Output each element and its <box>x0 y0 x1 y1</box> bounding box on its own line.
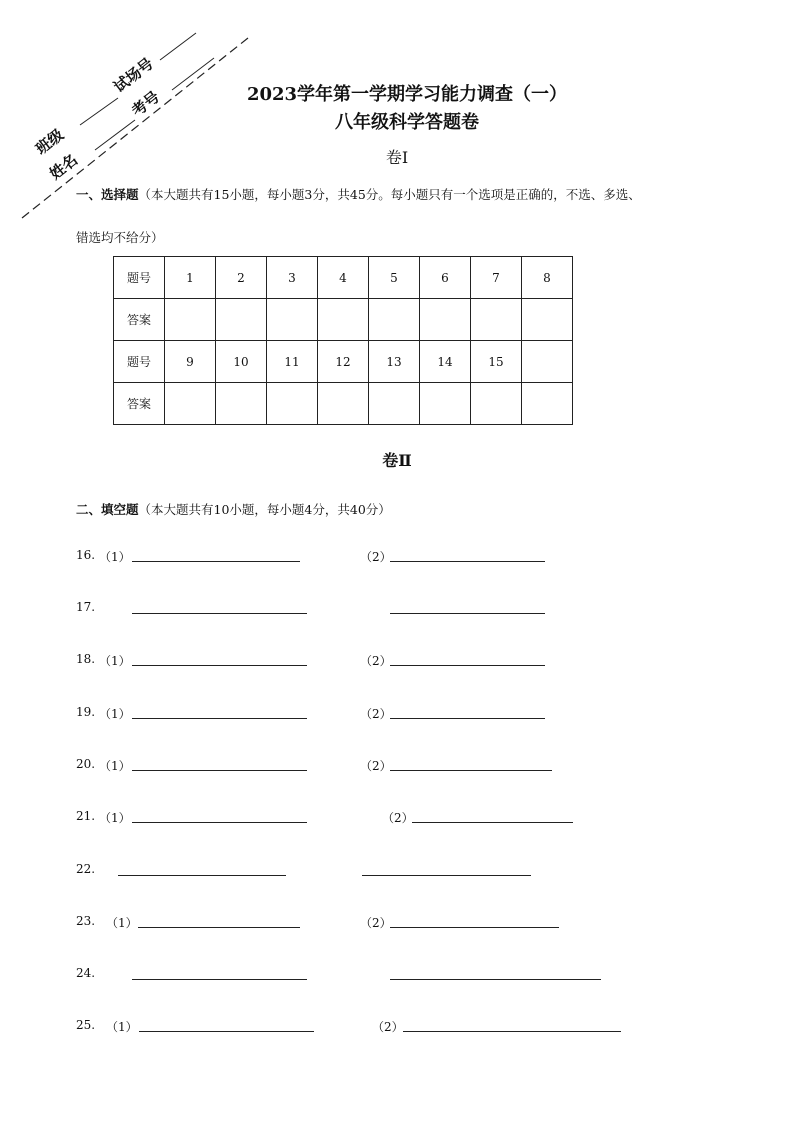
question-number: 19. <box>76 705 96 719</box>
question-number-cell: 12 <box>318 341 369 383</box>
answer-cell[interactable] <box>165 299 216 341</box>
question-number-cell: 3 <box>267 257 318 299</box>
answer-header: 答案 <box>114 383 165 425</box>
answer-cell[interactable] <box>165 383 216 425</box>
table-row <box>114 383 573 425</box>
answer-blank[interactable] <box>132 770 307 771</box>
volume-two-heading: 卷Ⅱ <box>382 451 412 470</box>
part-label: （2） <box>360 550 392 564</box>
question-number-cell: 11 <box>267 341 318 383</box>
question-number-cell: 5 <box>369 257 420 299</box>
question-number: 16. <box>76 548 96 562</box>
answer-cell[interactable] <box>522 383 573 425</box>
answer-blank[interactable] <box>390 718 545 719</box>
part-label: （1） <box>99 550 131 564</box>
question-number-cell: 15 <box>471 341 522 383</box>
question-number: 23. <box>76 914 96 928</box>
section-two-heading: 二、填空题 <box>76 502 139 517</box>
section-one-desc-b: 错选均不给分） <box>76 230 164 245</box>
answer-cell[interactable] <box>522 299 573 341</box>
answer-blank[interactable] <box>132 665 307 666</box>
question-number: 21. <box>76 809 96 823</box>
part-label: （2） <box>382 811 414 825</box>
answer-blank[interactable] <box>132 718 307 719</box>
answer-cell[interactable] <box>471 383 522 425</box>
section-one-description <box>76 185 641 203</box>
part-label: （2） <box>360 707 392 721</box>
question-number: 18. <box>76 652 96 666</box>
question-number: 17. <box>76 600 96 614</box>
page-subtitle: 八年级科学答题卷 <box>335 112 479 133</box>
question-number-cell: 10 <box>216 341 267 383</box>
answer-blank[interactable] <box>362 875 531 876</box>
section-two-desc: （本大题共有10小题，每小题4分，共40分） <box>138 502 391 517</box>
answer-blank[interactable] <box>132 613 307 614</box>
section-two-description <box>76 500 391 518</box>
answer-blank[interactable] <box>132 979 307 980</box>
volume-one-heading: 卷Ⅰ <box>385 148 409 167</box>
answer-blank[interactable] <box>403 1031 621 1032</box>
answer-blank[interactable] <box>390 979 601 980</box>
answer-cell[interactable] <box>471 299 522 341</box>
table-row <box>114 341 573 383</box>
answer-header: 答案 <box>114 299 165 341</box>
name-label: 姓名 <box>46 150 82 184</box>
answer-blank[interactable] <box>412 822 573 823</box>
answer-cell[interactable] <box>420 299 471 341</box>
answer-blank[interactable] <box>118 875 286 876</box>
answer-table <box>113 256 573 425</box>
question-number-cell: 2 <box>216 257 267 299</box>
exam-no-label: 考号 <box>128 87 164 121</box>
answer-cell[interactable] <box>318 383 369 425</box>
page-title: 2023学年第一学期学习能力调查（一） <box>246 84 568 105</box>
answer-cell[interactable] <box>318 299 369 341</box>
class-label: 班级 <box>32 125 68 159</box>
part-label: （1） <box>99 759 131 773</box>
part-label: （2） <box>372 1020 404 1034</box>
part-label: （1） <box>99 707 131 721</box>
question-number-header: 题号 <box>114 341 165 383</box>
answer-cell[interactable] <box>216 383 267 425</box>
question-number: 25. <box>76 1018 96 1032</box>
part-label: （1） <box>106 1020 138 1034</box>
answer-blank[interactable] <box>390 665 545 666</box>
question-number-cell: 7 <box>471 257 522 299</box>
answer-blank[interactable] <box>390 613 545 614</box>
answer-blank[interactable] <box>132 822 307 823</box>
answer-blank[interactable] <box>139 1031 314 1032</box>
table-row <box>114 257 573 299</box>
question-number-cell: 13 <box>369 341 420 383</box>
answer-blank[interactable] <box>138 927 300 928</box>
exam-room-label: 试场号 <box>110 54 157 97</box>
question-number-header: 题号 <box>114 257 165 299</box>
answer-cell[interactable] <box>420 383 471 425</box>
question-number-cell: 6 <box>420 257 471 299</box>
answer-blank[interactable] <box>390 927 559 928</box>
answer-cell[interactable] <box>267 383 318 425</box>
answer-blank[interactable] <box>132 561 300 562</box>
part-label: （2） <box>360 916 392 930</box>
question-number: 20. <box>76 757 96 771</box>
part-label: （2） <box>360 654 392 668</box>
question-number-cell: 4 <box>318 257 369 299</box>
part-label: （2） <box>360 759 392 773</box>
part-label: （1） <box>99 811 131 825</box>
question-number-cell: 8 <box>522 257 573 299</box>
part-label: （1） <box>106 916 138 930</box>
answer-blank[interactable] <box>390 770 552 771</box>
question-number-cell <box>522 341 573 383</box>
answer-cell[interactable] <box>267 299 318 341</box>
table-row <box>114 299 573 341</box>
answer-cell[interactable] <box>369 383 420 425</box>
question-number-cell: 9 <box>165 341 216 383</box>
part-label: （1） <box>99 654 131 668</box>
section-one-heading: 一、选择题 <box>76 187 139 202</box>
answer-cell[interactable] <box>216 299 267 341</box>
section-one-desc-a: （本大题共有15小题，每小题3分，共45分。每小题只有一个选项是正确的，不选、多选、 <box>138 187 641 202</box>
question-number-cell: 1 <box>165 257 216 299</box>
question-number: 22. <box>76 862 96 876</box>
question-number: 24. <box>76 966 96 980</box>
answer-blank[interactable] <box>390 561 545 562</box>
question-number-cell: 14 <box>420 341 471 383</box>
answer-cell[interactable] <box>369 299 420 341</box>
